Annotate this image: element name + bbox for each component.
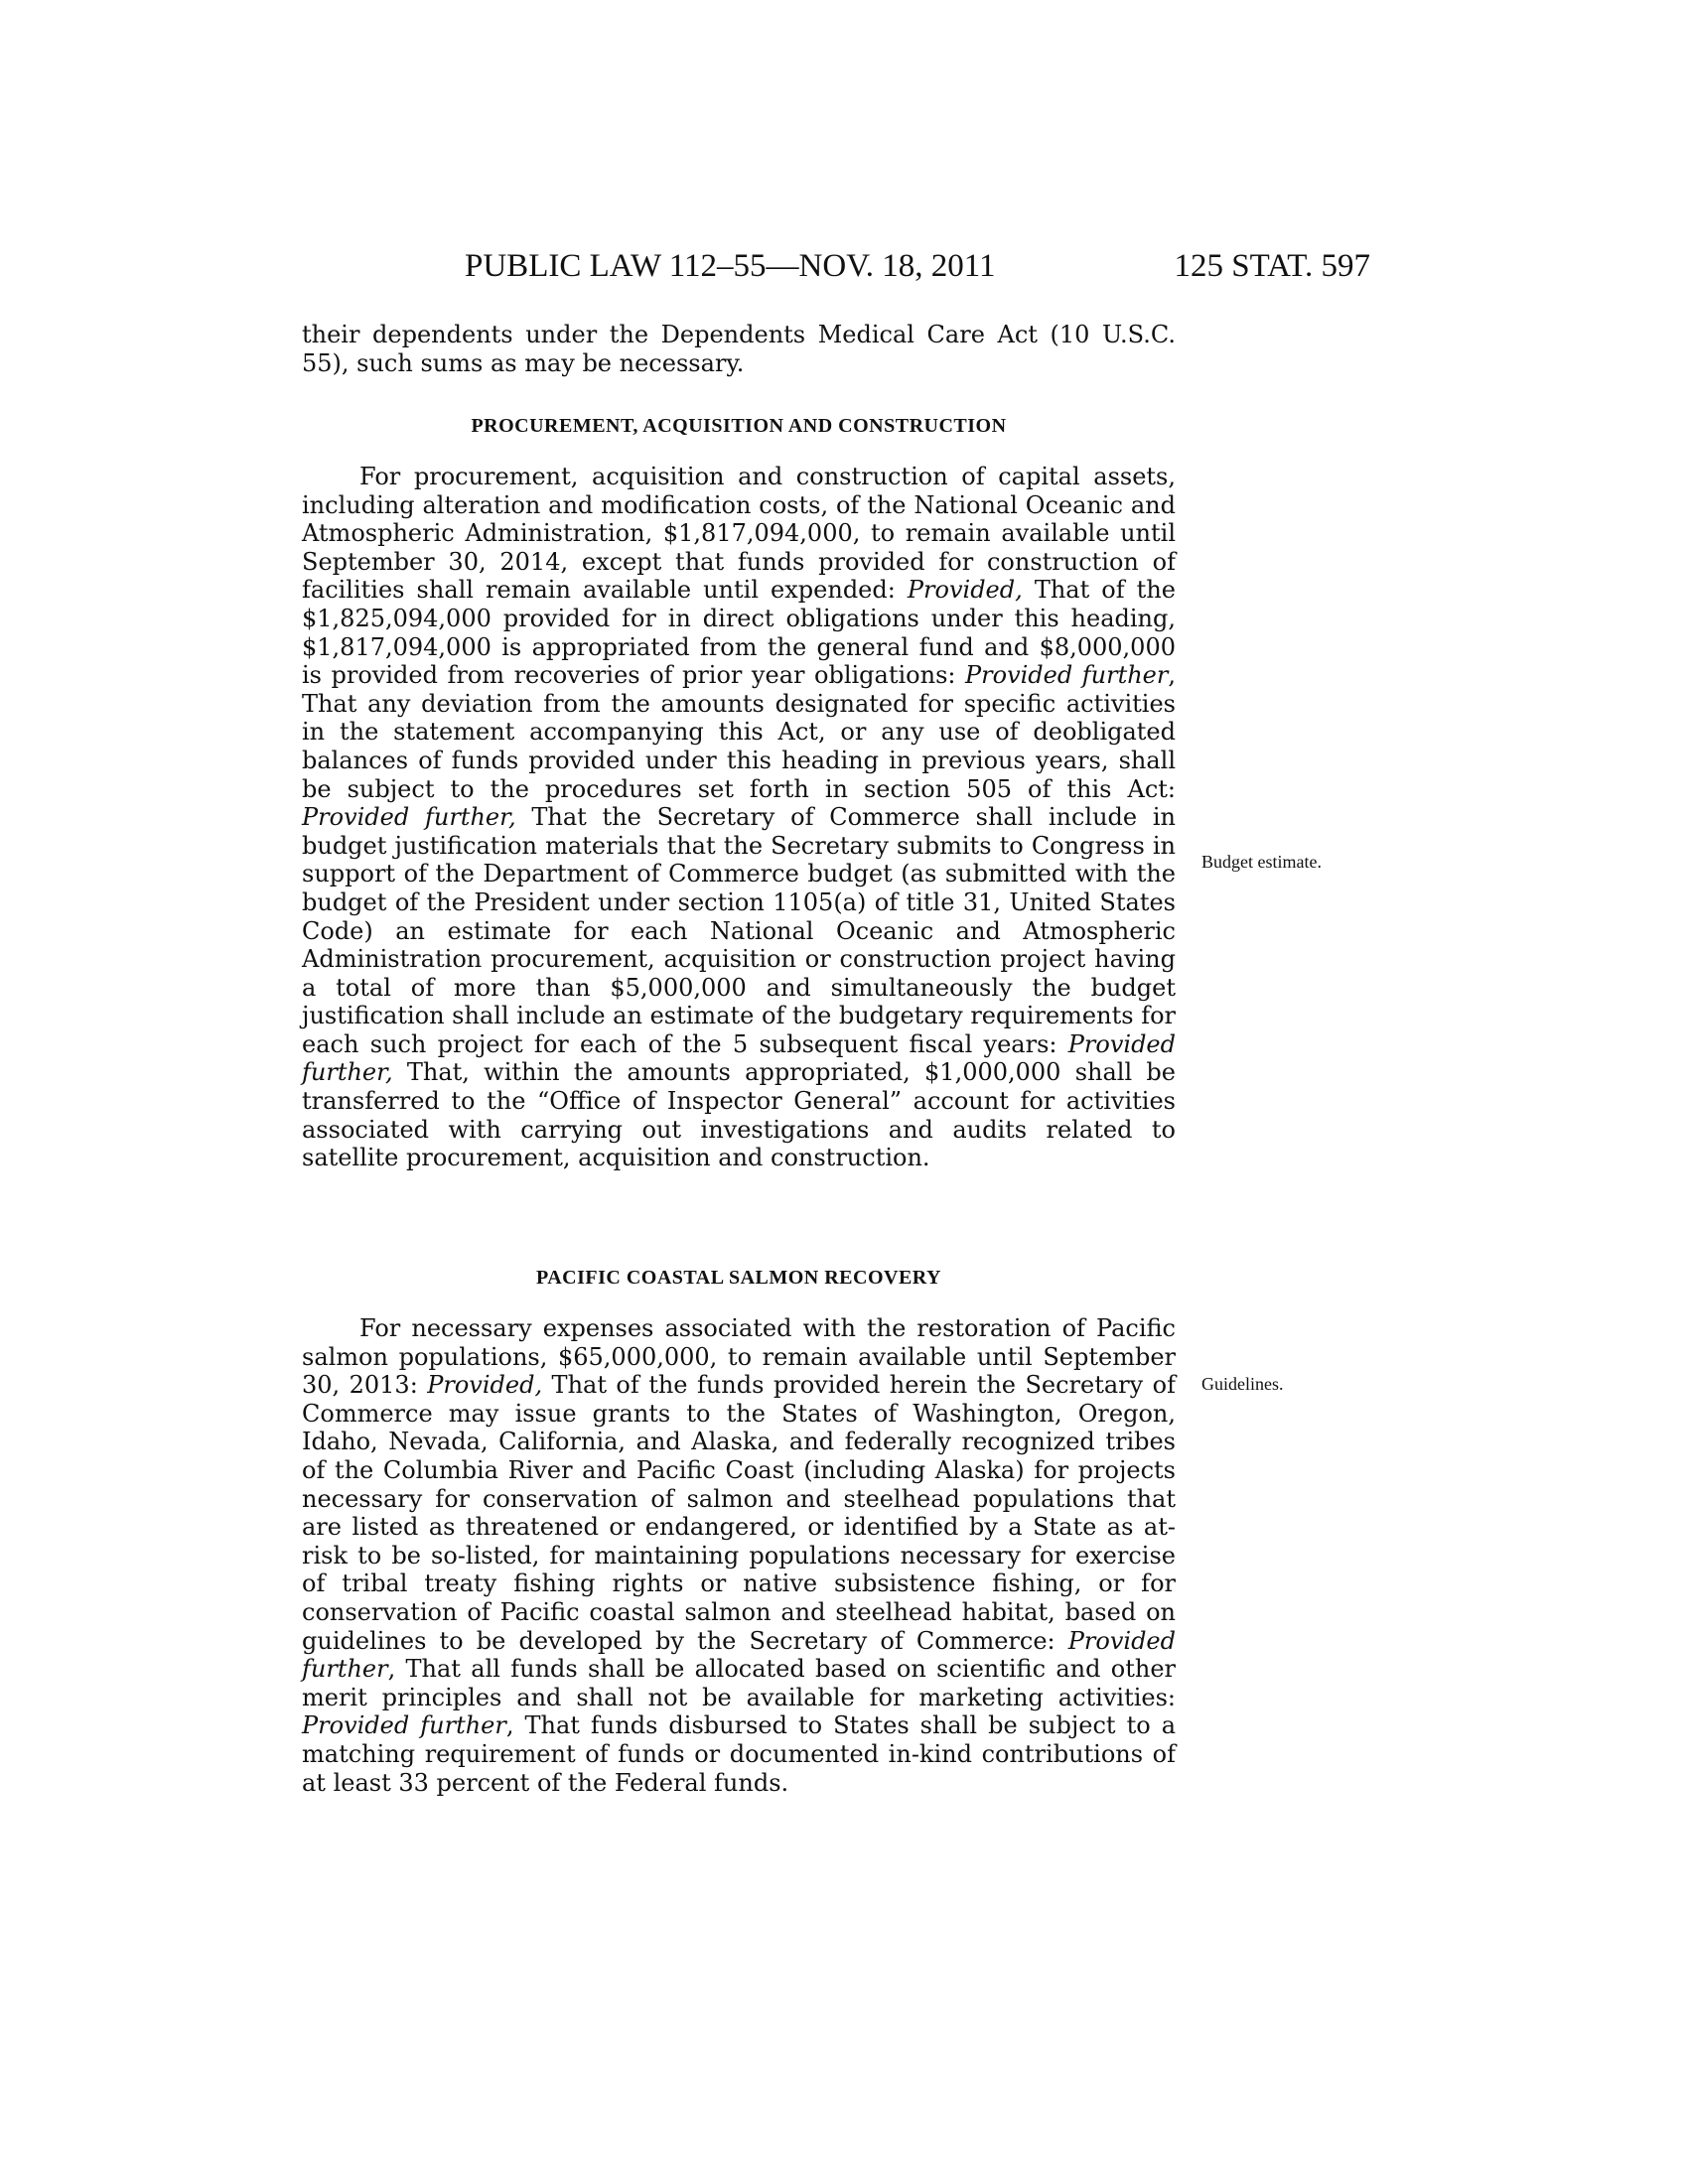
text-segment: That, within the amounts appropriated, $1,000,000 shall be transferred to the “Office of Inspector General” account for activities associated with carrying out investigations and audits related to satellite procurement, acquisition and construction. xyxy=(302,1058,1176,1172)
section-heading-salmon: PACIFIC COASTAL SALMON RECOVERY xyxy=(536,1267,941,1289)
proviso-italic: Provided, xyxy=(907,576,1023,605)
procurement-paragraph xyxy=(302,463,1176,1172)
text-segment: That of the $1,825,094,000 provided for in direct obligations under this heading, $1,817,094,000 is appropriated from the general fund and $8,000,000 is provided from recoveries of prior year obligations: xyxy=(302,576,1176,690)
salmon-text xyxy=(302,1314,1176,1797)
salmon-paragraph xyxy=(302,1314,1176,1797)
procurement-text xyxy=(302,463,1176,1172)
continuation-paragraph xyxy=(302,321,1176,377)
text-segment: , That any deviation from the amounts designated for specific activities in the statement accompanying this Act, or any use of deobligated balances of funds provided under this heading in previous years, shall be subject to the procedures set forth in section 505 of this Act: xyxy=(302,661,1176,803)
section-heading-procurement: PROCUREMENT, ACQUISITION AND CONSTRUCTION xyxy=(471,415,1007,437)
proviso-italic: Provided, xyxy=(427,1371,543,1400)
text-segment: , That all funds shall be allocated based on scientific and other merit principles and shall not be available for marketing activities: xyxy=(302,1655,1176,1711)
proviso-italic: Provided further xyxy=(302,1626,1176,1684)
text-segment: For necessary expenses associated with the restoration of Pacific salmon populations, $65,000,000, to remain available until September 30, 2013: xyxy=(302,1314,1176,1400)
proviso-italic: Provided further, xyxy=(302,1029,1176,1087)
proviso-italic: Provided further xyxy=(965,661,1169,690)
statute-page-number: 125 STAT. 597 xyxy=(1174,248,1370,284)
text-segment: That the Secretary of Commerce shall include in budget justification materials that the Secretary submits to Congress in support of the Department of Commerce budget (as submitted with the budget of the President under section 1105(a) of title 31, United States Code) an estimate for each National Oceanic and Atmospheric Administration procurement, acquisition or construction project having a total of more than $5,000,000 and simultaneously the budget justification shall include an estimate of the budgetary requirements for each such project for each of the 5 subsequent fiscal years: xyxy=(302,803,1176,1058)
running-head xyxy=(298,248,1370,288)
margin-note-budget-estimate: Budget estimate. xyxy=(1201,852,1322,872)
margin-note-guidelines: Guidelines. xyxy=(1201,1374,1284,1394)
continuation-text: their dependents under the Dependents Medical Care Act (10 U.S.C. 55), such sums as may be necessary. xyxy=(302,321,1176,377)
text-segment: For procurement, acquisition and construction of capital assets, including alteration and modification costs, of the National Oceanic and Atmospheric Administration, $1,817,094,000, to remain available until September 30, 2014, except that funds provided for construction of facilities shall remain available until expended: xyxy=(302,463,1176,605)
proviso-italic: Provided further xyxy=(302,1711,506,1740)
page-title: PUBLIC LAW 112–55—NOV. 18, 2011 xyxy=(465,248,996,284)
text-segment: That of the funds provided herein the Secretary of Commerce may issue grants to the States of Washington, Oregon, Idaho, Nevada, California, and Alaska, and federally recognized tribes of the Columbia River and Pacific Coast (including Alaska) for projects necessary for conservation of salmon and steelhead populations that are listed as threatened or endangered, or identified by a State as at-risk to be so-listed, for maintaining populations necessary for exercise of tribal treaty fishing rights or native subsistence fishing, or for conservation of Pacific coastal salmon and steelhead habitat, based on guidelines to be developed by the Secretary of Commerce: xyxy=(302,1371,1176,1655)
proviso-italic: Provided further, xyxy=(302,803,516,832)
text-segment: , That funds disbursed to States shall be subject to a matching requirement of funds or documented in-kind contributions of at least 33 percent of the Federal funds. xyxy=(302,1711,1177,1797)
